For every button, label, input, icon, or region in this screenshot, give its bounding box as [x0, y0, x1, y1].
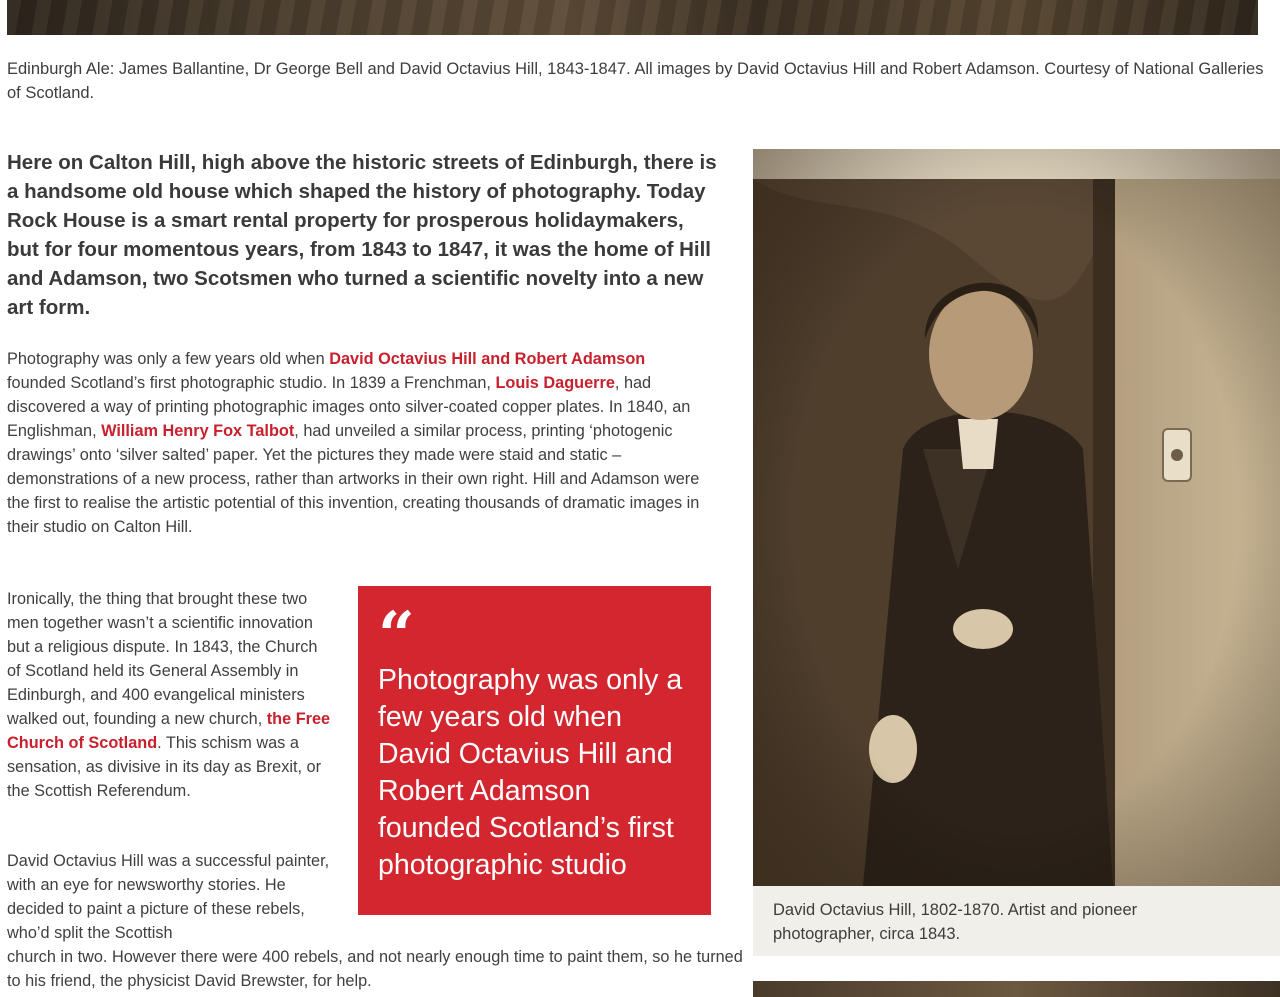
- link-louis-daguerre[interactable]: Louis Daguerre: [495, 374, 615, 392]
- portrait-figure: [753, 149, 1280, 956]
- portrait-caption: David Octavius Hill, 1802-1870. Artist and pioneer photographer, circa 1843.: [773, 901, 1138, 943]
- pull-quote-text: Photography was only a few years old when David Octavius Hill and Robert Adamson founded Scotland’s first photographic studio: [378, 664, 683, 881]
- text-run: , had unveiled a similar process, printing ‘photogenic drawings’ onto ‘silver salted’ paper. Yet the pictures they made were staid and static – demonstrations of a new process, rather than artworks in their own right. Hill and Adamson were the first to realise the artistic potential of this invention, creating thousands of dramatic images in their studio on Calton Hill.: [7, 422, 700, 536]
- text-run: . This schism was a sensation, as divisive in its day as Brexit, or the Scottish Referendum.: [7, 734, 322, 800]
- text-run: founded Scotland’s first photographic studio. In 1839 a Frenchman,: [7, 374, 496, 392]
- text-run: , had discovered a way of printing photographic images onto silver-coated copper plates. In 1840, an Englishman,: [7, 374, 691, 440]
- paragraph-painter: David Octavius Hill was a successful painter, with an eye for newsworthy stories. He decided to paint a picture of these rebels, who’d split the Scottish: [7, 852, 330, 942]
- pull-quote: [358, 586, 711, 915]
- top-photo-caption: Edinburgh Ale: James Ballantine, Dr George Bell and David Octavius Hill, 1843-1847. All images by David Octavius Hill and Robert Adamson. Courtesy of National Galleries of Scotland.: [7, 60, 1264, 102]
- quote-mark-icon: “: [378, 598, 415, 673]
- portrait-photo: [753, 149, 1280, 886]
- next-photo-strip: [753, 981, 1280, 997]
- link-free-church[interactable]: the Free Church of Scotland: [7, 710, 331, 752]
- text-run: Photography was only a few years old when: [7, 350, 330, 368]
- portrait-illustration: [753, 149, 1280, 886]
- paragraph-religious-dispute: [7, 587, 332, 803]
- paragraph-painter-continued: church in two. However there were 400 rebels, and not nearly enough time to paint them, so he turned to his friend, the physicist David Brewster, for help.: [7, 948, 743, 990]
- link-fox-talbot[interactable]: William Henry Fox Talbot: [101, 422, 295, 440]
- text-run: Ironically, the thing that brought these two men together wasn’t a scientific innovation but a religious dispute. In 1843, the Church of Scotland held its General Assembly in Edinburgh, and 400 evangelical ministers walked out, founding a new church,: [7, 590, 318, 728]
- lead-paragraph: Here on Calton Hill, high above the historic streets of Edinburgh, there is a handsome old house which shaped the history of photography. Today Rock House is a smart rental property for prosperous holidaymakers, but for four momentous years, from 1843 to 1847, it was the home of Hill and Adamson, two Scotsmen who turned a scientific novelty into a new art form.: [7, 151, 717, 319]
- edinburgh-ale-photo: [7, 0, 1258, 35]
- paragraph-history: [7, 347, 707, 539]
- link-hill-adamson[interactable]: David Octavius Hill and Robert Adamson: [329, 350, 646, 368]
